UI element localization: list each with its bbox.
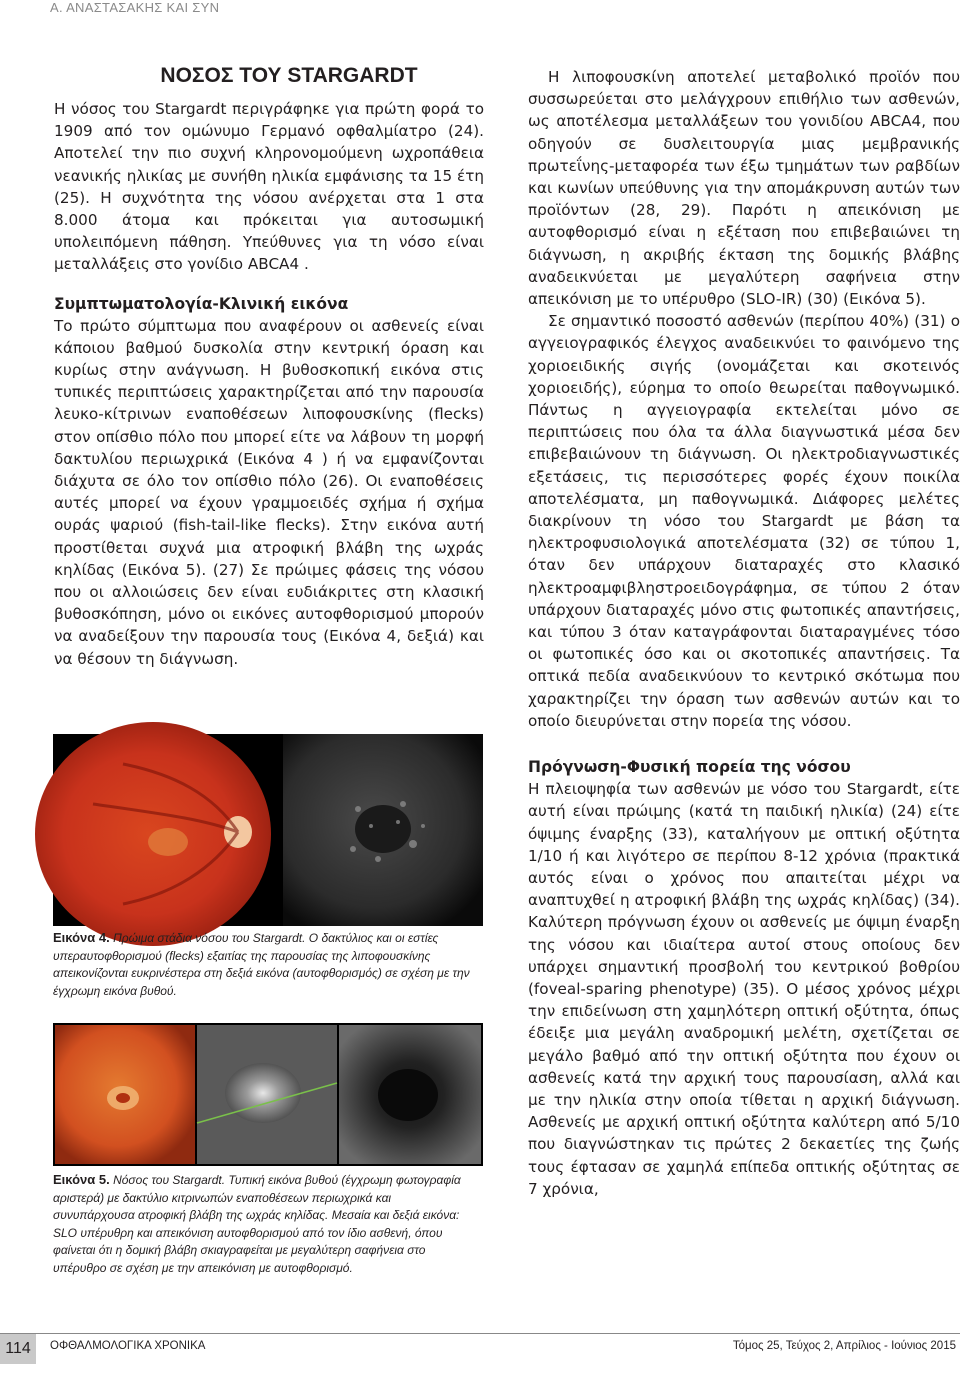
symptoms-paragraph-3: Σε σημαντικό ποσοστό ασθενών (περίπου 40%) (31) ο αγγειογραφικός έλεγχος αναδεικνύει το φαινόμενο της χοριοειδικής σιγής (ονομάζεται και σκοτεινός χοριοειδής), εύρημα το οποίο θεωρείται παθογνωμικό. Πάντως η αγγειογραφία εκτελείται μόνο σε περιπτώσεις που όλα τα άλλα διαγνωστικά μέσα δεν επιβεβαιώνουν τη διάγνωση. Οι ηλεκτροδιαγνωστικές εξετάσεις, τις περισσότερες φορές έχουν ποικίλα αποτελέσματα, μη παθογνωμικά. Διάφορες μελέτες διακρίνουν τη νόσο του Stargardt με βάση τα ηλεκτροφυσιολογικά αποτελέσματα (32) σε τύπου 1, όταν δεν υπάρχουν διαταραχές στο κλασικό ηλεκτροαμφιβληστροειδογράφημα, σε τύπου 2 όταν υπάρχουν διαταραχές μόνο στις φωτοπικές απαντήσεις, και τύπου 3 όταν καταγράφονται διαταραγμένες τόσο οι φωτοπικές όσο και οι σκοτοπικές απαντήσεις. Τα οπτικά πεδία αναδεικνύουν το κεντρικό σκότωμα που χαρακτηρίζει την όραση των ασθενών αυτών και το οποίο διευρύνεται στην πορεία της νόσου. (528, 312, 960, 730)
right-column (528, 66, 960, 1200)
figure-4-caption-text: Πρώιμα στάδια νόσου του Stargardt. Ο δακτύλιος και οι εστίες υπεραυτοφθορισμού (flecks) εξαιτίας της παρουσίας της λιποφουσκίνης απεικονίζονται ευκρινέστερα στη δεξιά εικόνα (αυτοφθορισμός) σε σχέση με την έγχρωμη εικόνα βυθού. (53, 931, 470, 998)
figure-5-svg (53, 1023, 483, 1166)
section-heading-prognosis: Πρόγνωση-Φυσική πορεία της νόσου (528, 758, 851, 777)
figure-4-caption (53, 929, 485, 1000)
figure-4-image (53, 734, 483, 926)
left-column (54, 64, 484, 668)
symptoms-paragraph: Το πρώτο σύμπτωμα που αναφέρουν οι ασθενείς είναι κάποιου βαθμού δυσκολία στην κεντρική όραση και κυρίως στην ανάγνωση. Η βυθοσκοπική εικόνα στις τυπικές περιπτώσεις χαρακτηρίζεται από την παρουσία λευκο-κίτρινων εναποθέσεων λιποφουσκίνης (flecks) στον οπίσθιο πόλο που μπορεί είτε να λάβουν τη μορφή δακτυλίου περιωχρικά (Εικόνα 4 ) ή να εμφανίζονται διάχυτα σε όλο τον οπίσθιο πόλο (26). Οι εναποθέσεις αυτές μπορεί να έχουν γραμμοειδές σχήμα ή σχήμα ουράς ψαριού (fish-tail-like flecks). Στην εικόνα αυτή προστίθεται συχνά μια ατροφική βλάβη της ωχράς κηλίδας (Εικόνα 5). (27) Σε πρώιμες φάσεις της νόσου που οι αλλοιώσεις δεν είναι ευδιάκριτες στη κλασική βυθοσκόπηση, μόνο οι εικόνες αυτοφθορισμού μπορούν να αναδείξουν την παρουσία τους (Εικόνα 4, δεξιά) και να θέσουν τη διάγνωση. (54, 316, 484, 668)
figure-4-svg (53, 734, 483, 926)
section-heading-symptoms: Συμπτωματολογία-Κλινική εικόνα (54, 294, 349, 313)
article-title: ΝΟΣΟΣ ΤΟΥ STARGARDT (160, 64, 418, 87)
page-number: 114 (0, 1334, 36, 1364)
footer-divider (0, 1333, 960, 1334)
figure-5-caption-text: Νόσος του Stargardt. Τυπική εικόνα βυθού (έγχρωμη φωτογραφία αριστερά) με δακτύλιο κιτρινωπών εναποθέσεων περιωχρικά και συνυπάρχουσα ατροφική βλάβη της ωχράς κηλίδας. Μεσαία και δεξιά εικόνα: SLO υπέρυθρη και απεικόνιση αυτοφθορισμού από τον ίδιο ασθενή, όπου φαίνεται ότι η δομική βλάβη σκιαγραφείται με μεγαλύτερη σαφήνεια στο υπέρυθρο σε σχέση με την απεικόνιση με αυτοφθορισμό. (53, 1173, 461, 1275)
prognosis-paragraph: Η πλειοψηφία των ασθενών με νόσο του Stargardt, είτε αυτή είναι πρώιμης (κατά τη παιδική ηλικία) (24) είτε όψιμης έναρξης (33), καταλήγουν με οπτική οξύτητα 1/10 ή και λιγότερο σε περίπου 8-12 χρόνια (πρακτικά αυτός είναι ο χρόνος που απαιτείται μέχρι να αναπτυχθεί η ατροφική βλάβη της ωχράς κηλίδας) (34). Καλύτερη πρόγνωση έχουν οι ασθενείς με όψιμη έναρξη της νόσου και ιδιαίτερα αυτοί στους οποίους δεν υπάρχει σημαντική προσβολή του κεντρικού βοθρίου (foveal-sparing phenotype) (35). Ο μέσος χρόνος μέχρι την επιδείνωση στη χαμηλότερη οπτική οξύτητα, όπως έδειξε μια μεγάλη αναδρομική μελέτη, σχετίζεται σε μεγάλο βαθμό από την οπτική οξύτητα που έχουν οι ασθενείς κατά την αρχική τους παρουσίαση, αλλά και με την ηλικία στην οποία τίθεται η αρχική διάγνωση. Ασθενείς με αρχική οπτική οξύτητα καλύτερη από 5/10 που διαγνώστηκαν τις πρώτες 2 δεκαετίες της ζωής τους έφτασαν σε χαμηλά επίπεδα οπτικής οξύτητας σε 7 χρόνια, (528, 780, 960, 1198)
figure-5-label: Εικόνα 5. (53, 1172, 110, 1187)
symptoms-paragraph-2: Η λιποφουσκίνη αποτελεί μεταβολικό προϊόν που συσσωρεύεται στο μελάγχρουν επιθήλιο των ασθενών, ως αποτέλεσμα μεταλλάξεων του γονιδίου ABCA4, που οδηγούν σε δυσλειτουργία μιας μεμβρανικής πρωτεΐνης-μεταφορέα των έξω τμημάτων των ραβδίων και κωνίων υπεύθυνης για την απομάκρυνση αυτών των προϊόντων (28, 29). Παρότι η απεικόνιση με αυτοφθορισμό είναι η εξέταση που επιβεβαιώνει τη διάγνωση, η ακριβής έκταση της δομικής βλάβης αναδεικνύεται με μεγαλύτερη σαφήνεια στην απεικόνιση με το υπέρυθρο (SLO-IR) (30) (Εικόνα 5). (528, 68, 960, 309)
figure-4-label: Εικόνα 4. (53, 930, 110, 945)
journal-name: ΟΦΘΑΛΜΟΛΟΓΙΚΑ ΧΡΟΝΙΚΑ (50, 1340, 206, 1352)
running-head: Α. ΑΝΑΣΤΑΣΑΚΗΣ ΚΑΙ ΣΥΝ (50, 0, 220, 15)
figure-5-caption (53, 1171, 463, 1277)
issue-info: Τόμος 25, Τεύχος 2, Απρίλιος - Ιούνιος 2015 (732, 1340, 956, 1352)
figure-5-image (53, 1023, 483, 1166)
intro-paragraph: Η νόσος του Stargardt περιγράφηκε για πρώτη φορά το 1909 από τον ομώνυμο Γερμανό οφθαλμίατρο (24). Αποτελεί την πιο συχνή κληρονομούμενη ωχροπάθεια νεανικής ηλικίας με συνήθη ηλικία εμφάνισης τα 15 έτη (25). Η συχνότητα της νόσου ανέρχεται στα 1 στα 8.000 άτομα και πρόκειται για αυτοσωμική υπολειπόμενη πάθηση. Υπεύθυνες για τη νόσο είναι μεταλλάξεις στο γονίδιο ABCA4 . (54, 100, 484, 274)
